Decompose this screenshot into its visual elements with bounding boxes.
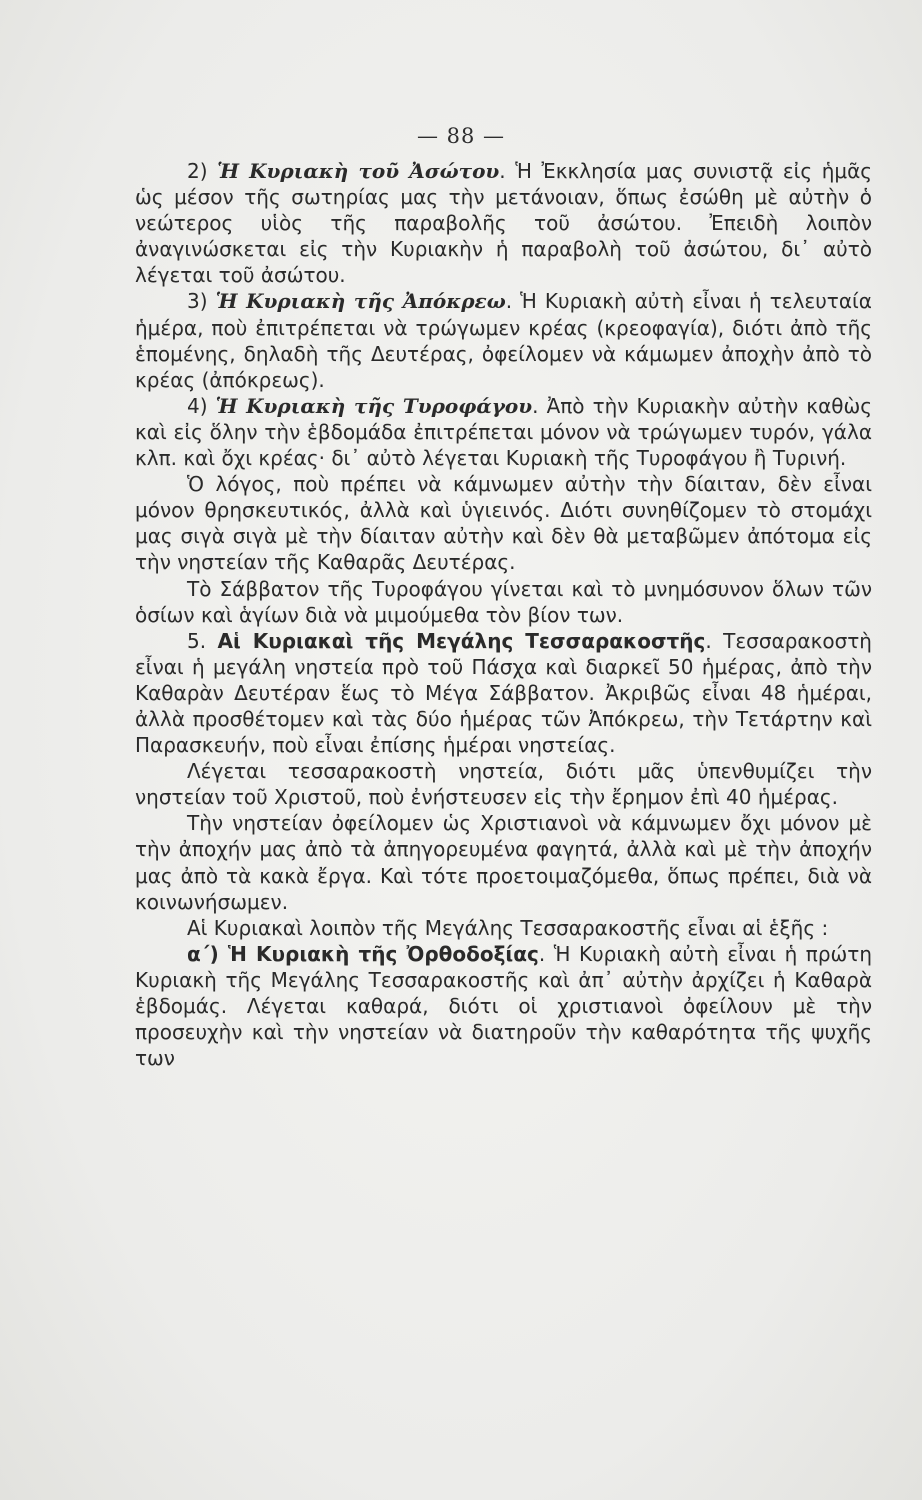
section-heading: Ἡ Κυριακὴ τοῦ Ἀσώτου: [217, 159, 500, 183]
item-number: 4): [187, 393, 216, 418]
paragraph-text: Τὴν νηστείαν ὀφείλομεν ὡς Χριστιανοὶ νὰ κάμνωμεν ὄχι μόνον μὲ τὴν ἀποχήν μας ἀπὸ τὰ ἀπηγορευμένα φαγητά, ἀλλὰ καὶ μὲ τὴν ἀποχήν μας ἀπὸ τὰ κακὰ ἔργα. Καὶ τότε προετοιμαζόμεθα, ὅπως πρέπει, διὰ νὰ κοινωνήσωμεν.: [135, 811, 872, 914]
paragraph-text: . Ἡ Κυριακὴ αὐτὴ εἶναι ἡ τελευταία ἡμέρα, ποὺ ἐπιτρέπεται νὰ τρώγωμεν κρέας (κρεοφαγία), διότι ἀπὸ τῆς ἑπομένης, δηλαδὴ τῆς Δευτέρας, ὀφείλομεν νὰ κάμωμεν ἀποχὴν ἀπὸ τὸ κρέας (ἀπόκρεως).: [135, 289, 872, 392]
paragraph-sunday-prodigal: [135, 158, 872, 288]
paragraph-sunday-orthodoxy: [135, 941, 872, 1071]
paragraph-sunday-cheesefare: [135, 393, 872, 471]
item-number: 2): [187, 159, 218, 183]
paragraph-forty-days: [135, 758, 872, 810]
paragraph-text: . Τεσσαρακοστὴ εἶναι ἡ μεγάλη νηστεία πρὸ τοῦ Πάσχα καὶ διαρκεῖ 50 ἡμέρας, ἀπὸ τὴν Καθαρὰν Δευτέραν ἕως τὸ Μέγα Σάββατον. Ἀκριβῶς εἶναι 48 ἡμέραι, ἀλλὰ προσθέτομεν καὶ τὰς δύο ἡμέρας τῶν Ἀπόκρεω, τὴν Τετάρτην καὶ Παρασκευήν, ποὺ εἶναι ἐπίσης ἡμέραι νηστείας.: [135, 628, 872, 758]
section-heading: Ἡ Κυριακὴ τῆς Ὀρθοδοξίας: [227, 941, 539, 966]
paragraph-saturday-memorial: [135, 576, 872, 628]
paragraph-text: . Ἡ Κυριακὴ αὐτὴ εἶναι ἡ πρώτη Κυριακὴ τῆς Μεγάλης Τεσσαρακοστῆς καὶ ἀπ᾽ αὐτὴν ἀρχίζει ἡ Καθαρὰ ἑβδομάς. Λέγεται καθαρά, διότι οἱ χριστιανοὶ ὀφείλουν μὲ τὴν προσευχὴν καὶ τὴν νηστείαν νὰ διατηροῦν τὴν καθαρότητα τῆς ψυχῆς των: [135, 941, 872, 1071]
body-text: [135, 158, 872, 1071]
paragraph-text: Τὸ Σάββατον τῆς Τυροφάγου γίνεται καὶ τὸ μνημόσυνον ὅλων τῶν ὁσίων καὶ ἁγίων διὰ νὰ μιμούμεθα τὸν βίον των.: [135, 576, 872, 627]
item-number: 3): [187, 289, 216, 314]
paragraph-lent-sundays: [135, 628, 872, 758]
section-heading: Ἡ Κυριακὴ τῆς Ἀπόκρεω: [215, 289, 506, 314]
paragraph-fasting-duty: [135, 810, 872, 914]
paragraph-text: . Ἀπὸ τὴν Κυριακὴν αὐτὴν καθὼς καὶ εἰς ὅλην τὴν ἑβδομάδα ἐπιτρέπεται μόνον νὰ τρώγωμεν τυρόν, γάλα κλπ. καὶ ὄχι κρέας· δι᾽ αὐτὸ λέγεται Κυριακὴ τῆς Τυροφάγου ἢ Τυρινή.: [135, 393, 872, 471]
paragraph-text: Λέγεται τεσσαρακοστὴ νηστεία, διότι μᾶς ὑπενθυμίζει τὴν νηστείαν τοῦ Χριστοῦ, ποὺ ἐνήστευσεν εἰς τὴν ἔρημον ἐπὶ 40 ἡμέρας.: [135, 759, 872, 810]
paragraph-sunday-meatfare: [135, 288, 872, 392]
section-heading: Αἱ Κυριακαὶ τῆς Μεγάλης Τεσσαρακοστῆς: [217, 628, 706, 653]
paragraph-text: Αἱ Κυριακαὶ λοιπὸν τῆς Μεγάλης Τεσσαρακοστῆς εἶναι αἱ ἑξῆς :: [187, 915, 829, 940]
paragraph-diet-reason: [135, 471, 872, 575]
item-number: 5.: [187, 628, 218, 653]
paragraph-text: . Ἡ Ἐκκλησία μας συνιστᾷ εἰς ἡμᾶς ὡς μέσον τῆς σωτηρίας μας τὴν μετάνοιαν, ὅπως ἐσώθη μὲ αὐτὴν ὁ νεώτερος υἱὸς τῆς παραβολῆς τοῦ ἀσώτου. Ἐπειδὴ λοιπὸν ἀναγινώσκεται εἰς τὴν Κυριακὴν ἡ παραβολὴ τοῦ ἀσώτου, δι᾽ αὐτὸ λέγεται τοῦ ἀσώτου.: [135, 159, 873, 288]
page-number: — 88 —: [416, 124, 506, 148]
item-number: α΄): [187, 941, 228, 966]
section-heading: Ἡ Κυριακὴ τῆς Τυροφάγου: [215, 393, 533, 418]
paragraph-list-intro: [135, 915, 872, 941]
paragraph-text: Ὁ λόγος, ποὺ πρέπει νὰ κάμνωμεν αὐτὴν τὴν δίαιταν, δὲν εἶναι μόνον θρησκευτικός, ἀλλὰ καὶ ὑγιεινός. Διότι συνηθίζομεν τὸ στομάχι μας σιγὰ σιγὰ μὲ τὴν δίαιταν αὐτὴν καὶ δὲν θὰ μεταβῶμεν ἀπότομα εἰς τὴν νηστείαν τῆς Καθαρᾶς Δευτέρας.: [135, 472, 872, 575]
